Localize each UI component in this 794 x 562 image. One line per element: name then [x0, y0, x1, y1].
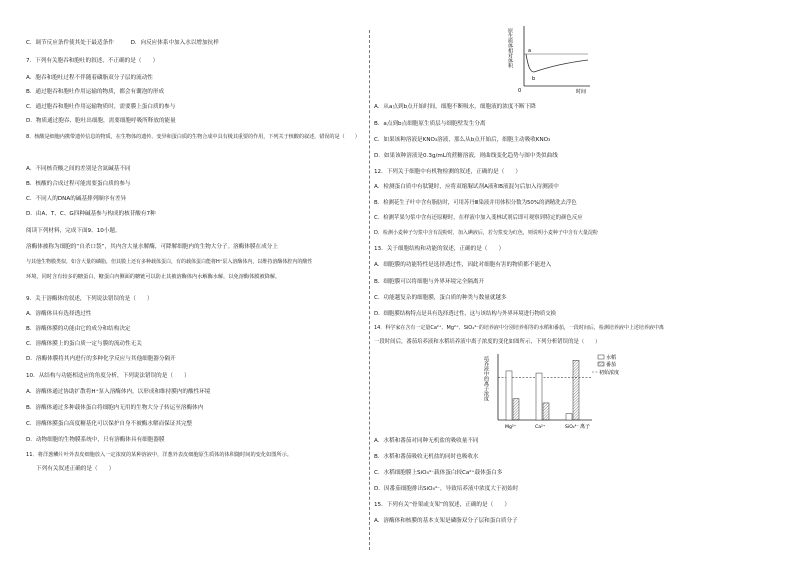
question-8-option-a: A．不同核苷酸之间的差别是含氮碱基不同: [26, 166, 131, 172]
question-10-stem: 10．从结构与功能相适应的角度分析，下列说法错误的是（ ）: [26, 373, 190, 379]
question-7-option-b: B．通过胞吞和胞吐作用运输的物质，都会有囊泡的形成: [26, 89, 165, 95]
question-9-option-a: A．溶酶体具有选择透过性: [26, 311, 92, 317]
question-7-option-d: D．物质通过胞吞、胞吐出细胞，需要细胞呼吸所释放的能量: [26, 118, 176, 124]
question-13-option-c: C．功能越复杂的细胞膜，蛋白质的种类与数量就越多: [374, 295, 507, 301]
question-14-option-b: B．水稻和番茄吸收无机盐的同时也吸收水: [374, 454, 479, 460]
graph-x-axis-label: 时间: [576, 89, 587, 95]
question-15-option-a: A．溶酶体和核膜的基本支架是磷脂双分子层和蛋白质分子: [374, 518, 518, 524]
question-14-stem: 14．科学家在含有一定量Ca²⁺、Mg²⁺、SiO₄⁴⁻的培养液中分别培养相等的水稻和番茄，一段时间后，检测培养液中上述培养液中离: [374, 325, 664, 331]
ion-concentration-chart: [480, 352, 630, 434]
legend-rice-swatch: [598, 355, 604, 359]
question-15-stem: 15．下列有关“骨架或支架”的叙述，正确的是（ ）: [374, 502, 510, 508]
graph-y-axis-label: 原生质体相对体积: [507, 28, 513, 68]
volume-time-graph: [508, 22, 598, 100]
question-9-option-c: C．溶酶体膜上的蛋白质一定与膜的流动性无关: [26, 341, 142, 347]
question-10-option-b: B．溶酶体通过多种载体蛋白将细胞内无用的生物大分子转运至溶酶体内: [26, 405, 204, 411]
question-10-option-d: D．动物细胞的生物膜系统中，只有溶酶体具有细胞器膜: [26, 437, 165, 443]
category-label: Ca²⁺: [535, 425, 546, 430]
graph-volume-curve: [526, 54, 588, 72]
question-11-option-a: A．从a点到b点开始时间，细胞不断吸水，细胞液的浓度不断下降: [374, 104, 536, 110]
question-11-stem: 11．将洋葱鳞片叶外表皮细胞放入一定浓度的某种溶液中，洋葱外表皮细胞原生质体的体积随时间的变化如图所示。: [26, 452, 292, 458]
question-7-stem: 7．下列有关胞吞和胞吐的叙述，不正确的是（ ）: [26, 58, 159, 64]
question-7-option-c: C．通过胞吞和胞吐作用运输物质时，需要膜上蛋白质的参与: [26, 104, 176, 110]
question-12-option-b: B．检测花生子叶中含有脂肪时，可用苏丹Ⅲ染液并用体积分数为50%的酒精洗去浮色: [374, 200, 577, 206]
legend-rice-label: 水稻: [606, 355, 617, 361]
column-divider: [369, 30, 370, 550]
question-14-option-a: A．水稻和番茄对同种无机盐的吸收量不同: [374, 438, 479, 444]
question-8-option-d: D．由A、T、C、G四种碱基参与构成的核苷酸有7种: [26, 211, 156, 217]
bar-tomato-1: [543, 403, 549, 420]
question-10-option-c: C．溶酶体膜蛋白高度糖基化可以保护自身不被酶水解而保证其完整: [26, 421, 193, 427]
chart-y-axis-label: 培养液中的离子浓度: [483, 356, 489, 401]
graph-point-b: b: [532, 76, 536, 82]
graph-origin-label: 0: [518, 88, 522, 94]
bar-rice-0: [506, 371, 512, 420]
reading-passage-line: 溶酶体被称为细胞的“自杀口袋”，其内含大量水解酶，可降解细胞内的生物大分子。溶酶体膜在成分上: [26, 244, 278, 250]
category-label: Mg²⁺: [505, 425, 517, 430]
legend-initial-label: 初始浓度: [599, 370, 620, 376]
category-label: SiO₄⁴⁻: [565, 425, 579, 430]
question-11-option-c: C．如果该种溶液是KNO₃溶液，那么从b点开始后，细胞主动吸收KNO₃: [374, 137, 551, 143]
question-12-option-a: A．检测蛋白质中有肽键时，应将双缩脲试剂A液和B液混匀后加入待测液中: [374, 184, 559, 190]
question-8-option-c: C．不同人的DNA的碱基排列顺序有差异: [26, 196, 127, 202]
reading-passage-line: 环境，同时含有较多的糖蛋白，糖蛋白内侧面的糖链可以防止其被溶酶体内水解酶水解，以免溶酶体膜被降解。: [26, 274, 281, 280]
question-14-option-d: D．因番茄细胞排出SiO₄⁴⁻，导致培养液中浓度大于初始时: [374, 486, 519, 492]
question-11-option-d: D．如果该种溶液是0.3g/mL的蔗糖溶液，则曲线变化趋势与图中类似曲线: [374, 153, 558, 159]
question-13-option-a: A．细胞膜的功能特性是选择透过性，因此对细胞有害的物质都不能进入: [374, 262, 552, 268]
left-line: C．调节反应条件使其处于最适条件 D．向反应体系中加入水以增加抗样: [26, 40, 219, 46]
graph-point-a: a: [528, 48, 532, 54]
chart-x-axis-label: 离子: [580, 424, 591, 430]
question-10-option-a: A．溶酶体通过协助扩散将H⁺泵入溶酶体内，以形成和维持膜内的酸性环境: [26, 389, 211, 395]
bar-tomato-2: [573, 360, 579, 420]
question-12-option-c: C．检测苹果匀浆中含有还原糖时，在样液中加入斐林试剂后即可观察到特定的颜色反应: [374, 215, 583, 221]
bar-tomato-0: [513, 399, 519, 420]
reading-passage-line: 与其他生物膜类似，如含大量的磷脂，但其膜上还有多种载体蛋白，有的载体蛋白能将H⁺泵入溶酶体内，以维持溶酶体腔内的酸性: [26, 259, 313, 265]
question-14-option-c: C．水稻细胞膜上SiO₄⁴⁻载体蛋白较Ca²⁺载体蛋白多: [374, 470, 503, 476]
question-13-option-d: D．细胞膜结构特点是具有选择透过性，这与该结构与外界环境进行物质交换: [374, 311, 557, 317]
question-9-option-b: B．溶酶体膜的功能由它的成分和结构决定: [26, 326, 131, 332]
reading-instruction: 阅读下列材料，完成下面9、10小题。: [26, 228, 121, 234]
legend-tomato-swatch: [598, 362, 604, 366]
legend-tomato-label: 番茄: [606, 362, 617, 368]
question-9-option-d: D．溶酶体膜将其内进行的多种化学反应与其他细胞器分隔开: [26, 356, 176, 362]
question-12-stem: 12．下列关于细胞中有机物检测的叙述，正确的是（ ）: [374, 169, 521, 175]
question-13-option-b: B．细胞膜可以将细胞与外界环境完全隔离开: [374, 279, 485, 285]
bar-rice-2: [566, 414, 572, 420]
question-8-stem: 8．核酸是细胞内携带遗传信息的物质，在生物体的遗传、变异和蛋白质的生物合成中具有极其重要的作用，下列关于核酸的叙述，错误的是（ ）: [26, 134, 360, 140]
question-14-stem-continued: 一段时间后，番茄培养液和水稻培养液中离子浓度的变化如图所示，下列分析错误的是（ ）: [374, 339, 601, 345]
question-8-option-b: B．核酸的合成过程可能需要蛋白质的参与: [26, 181, 131, 187]
question-13-stem: 13．关于细胞结构和功能的叙述，正确的是（ ）: [374, 246, 505, 252]
question-9-stem: 9．关于溶酶体的叙述，下列说法错误的是（ ）: [26, 296, 153, 302]
question-7-option-a: A．胞吞和胞吐过程不伴随着磷脂双分子层的流动性: [26, 75, 153, 81]
question-11-prompt: 下列有关叙述正确的是（ ）: [36, 466, 115, 472]
bar-rice-1: [536, 373, 542, 420]
question-12-option-d: D．检测小麦种子匀浆中含有淀粉时，加入碘液后，若匀浆变为红色，则说明小麦种子中含有大量淀粉: [374, 230, 598, 236]
question-11-option-b: B．a点到b点细胞原生质层与细胞壁发生分离: [374, 121, 486, 127]
